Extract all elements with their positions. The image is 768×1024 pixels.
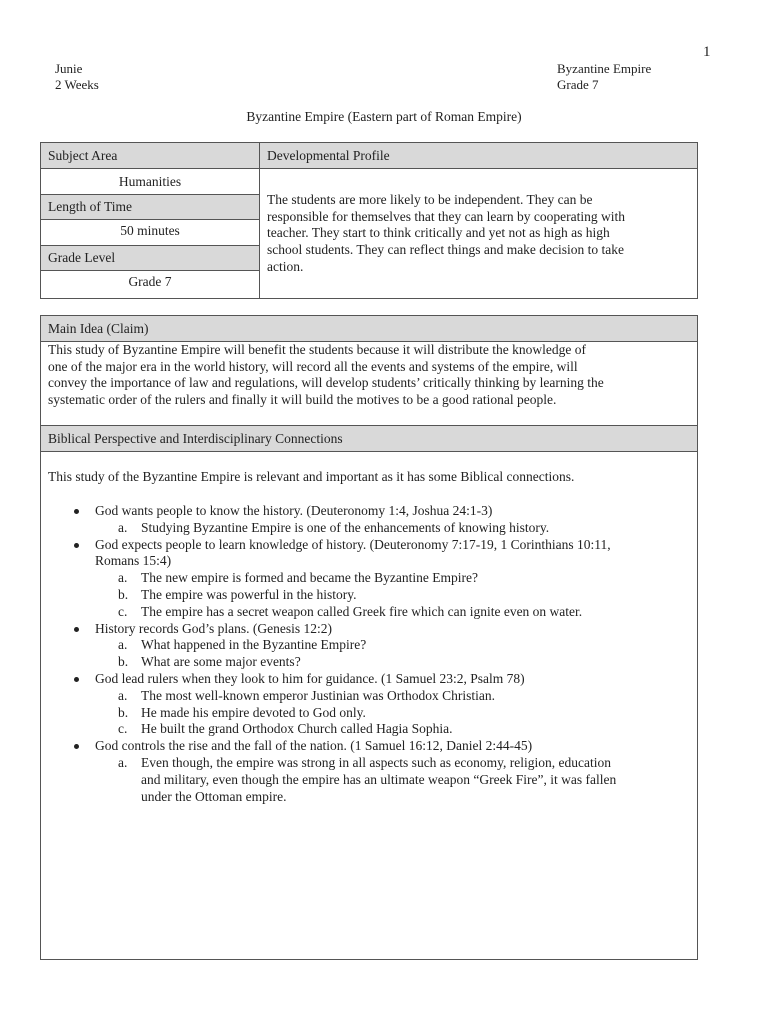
sub-list-item: a. Even though, the empire was strong in all aspects such as economy, religion, education and military, even though the empire has an ultimate weapon “Greek Fire”, it was fallen under the Ottoman empire. <box>118 754 617 804</box>
subject-area-label: Subject Area <box>48 147 118 163</box>
biblical-label: Biblical Perspective and Interdisciplinary Connections <box>48 430 343 446</box>
list-item: God wants people to know the history. (Deuteronomy 1:4, Joshua 24:1-3) a. Studying Byzantine Empire is one of the enhancements of knowing history. <box>95 503 695 537</box>
sub-list <box>95 637 695 671</box>
document-title: Byzantine Empire (Eastern part of Roman Empire) <box>246 109 522 124</box>
sub-list-item: a. What happened in the Byzantine Empire? <box>118 637 367 653</box>
table-divider <box>259 142 260 299</box>
main-idea-text: This study of Byzantine Empire will benefit the students because it will distribute the knowledge of one of the major era in the world history, will record all the events and systems of the empire, will convey the importance of law and regulations, will develop students’ critically thinking by learning the systematic order of the rulers and finally it will build the motives to be a good rational people. <box>48 342 604 407</box>
grade-level-header <box>40 245 260 271</box>
sub-list-item: a. The new empire is formed and became the Byzantine Empire? <box>118 570 478 586</box>
dev-profile-header <box>259 142 698 169</box>
sub-list <box>95 755 695 805</box>
grade-label: Grade 7 <box>557 77 599 92</box>
grade-level-cell <box>40 271 260 293</box>
length-cell <box>40 220 260 241</box>
topic-name: Byzantine Empire <box>557 61 652 76</box>
sub-list-item: a. Studying Byzantine Empire is one of the enhancements of knowing history. <box>118 519 550 535</box>
list-item: God lead rulers when they look to him for guidance. (1 Samuel 23:2, Psalm 78) a. The most well-known emperor Justinian was Orthodox Christian. b. He made his empire devoted to God only. c. He built the grand Orthodox Church called Hagia Sophia. <box>95 671 695 738</box>
sub-list-item: c. The empire has a secret weapon called Greek fire which can ignite even on water. <box>118 603 583 619</box>
biblical-header <box>40 425 698 452</box>
bullet-icon <box>74 509 79 514</box>
sub-list-item: b. The empire was powerful in the history. <box>118 586 357 602</box>
biblical-intro: This study of the Byzantine Empire is relevant and important as it has some Biblical connections. <box>48 469 575 484</box>
bullet-icon <box>74 543 79 548</box>
sub-list <box>95 520 695 537</box>
page-number: 1 <box>703 44 711 60</box>
grade-level-label: Grade Level <box>48 250 116 265</box>
bullet-icon <box>74 627 79 632</box>
author-name: Junie <box>55 61 83 76</box>
sub-list <box>95 570 695 620</box>
subject-area-value: Humanities <box>118 174 182 189</box>
length-label: Length of Time <box>48 199 133 214</box>
subject-area-cell <box>40 170 260 194</box>
length-header <box>40 194 260 220</box>
sub-list-item: b. What are some major events? <box>118 654 301 670</box>
main-idea-label: Main Idea (Claim) <box>48 320 149 336</box>
list-item: History records God’s plans. (Genesis 12:2) a. What happened in the Byzantine Empire? b. What are some major events? <box>95 621 695 671</box>
list-item: God controls the rise and the fall of the nation. (1 Samuel 16:12, Daniel 2:44-45) a. Even though, the empire was strong in all aspects such as economy, religion, education and military, even though the empire has an ultimate weapon “Greek Fire”, it was fallen under the Ottoman empire. <box>95 738 695 805</box>
bullet-icon <box>74 677 79 682</box>
sub-list-item: a. The most well-known emperor Justinian was Orthodox Christian. <box>118 687 495 703</box>
sub-list-item: b. He made his empire devoted to God only. <box>118 704 366 720</box>
sub-list <box>95 688 695 738</box>
subject-area-header <box>40 142 260 169</box>
dev-profile-label: Developmental Profile <box>267 147 390 163</box>
grade-level-value: Grade 7 <box>128 274 172 289</box>
biblical-points <box>95 503 695 805</box>
header-left <box>55 61 99 93</box>
header-right <box>557 61 651 93</box>
sub-list-item: c. He built the grand Orthodox Church called Hagia Sophia. <box>118 721 453 737</box>
dev-profile-text: The students are more likely to be independent. They can be responsible for themselves that they can learn by cooperating with teacher. They start to think critically and yet not as high as high school students. They can reflect things and make decision to take action. <box>267 192 626 274</box>
main-idea-header <box>40 315 698 342</box>
length-value: 50 minutes <box>120 222 180 238</box>
list-item: God expects people to learn knowledge of history. (Deuteronomy 7:17-19, 1 Corinthians 10:11, Romans 15:4) a. The new empire is formed and became the Byzantine Empire? b. The empire was powerful in the history. c. The empire has a secret weapon called Greek fire which can ignite even on water. <box>95 537 695 621</box>
duration: 2 Weeks <box>55 77 99 92</box>
